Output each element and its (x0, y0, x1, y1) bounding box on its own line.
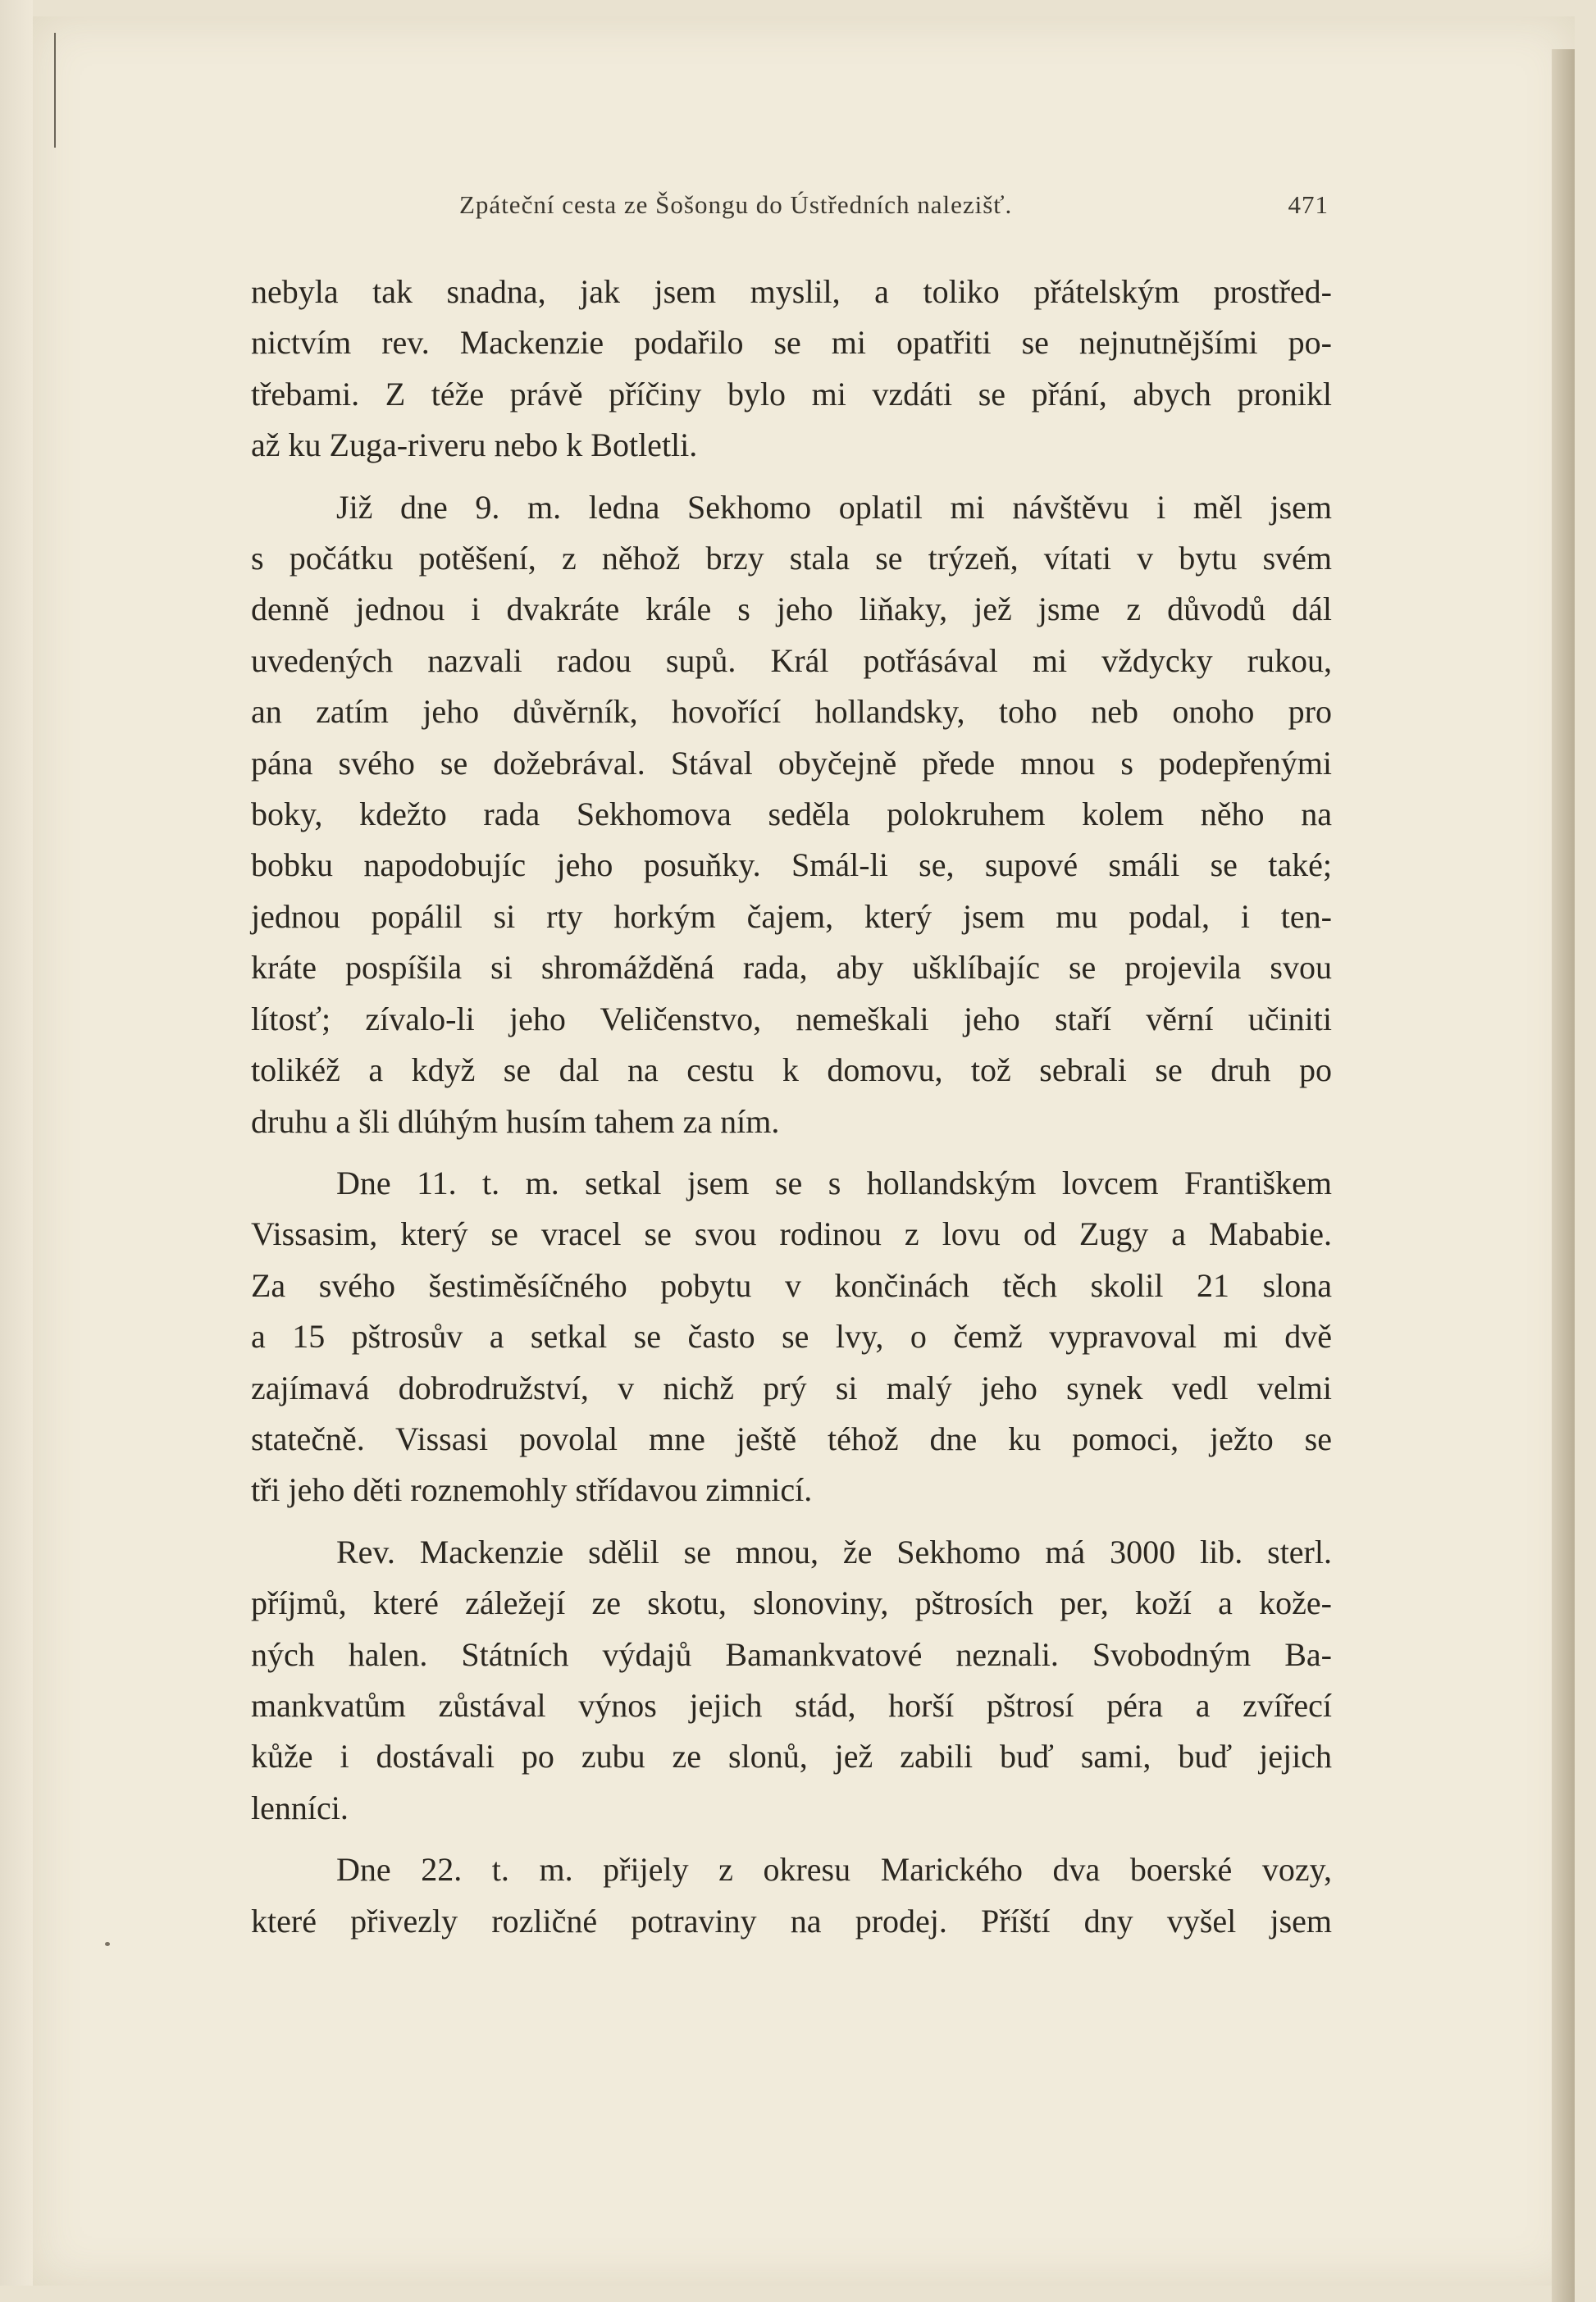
text-line: a 15 pštrosův a setkal se často se lvy, o čemž vypravoval mi dvě (251, 1318, 1332, 1356)
text-line: bobku napodobujíc jeho posuňky. Smál-li se, supové smáli se také; (251, 846, 1332, 884)
text-line: Dne 22. t. m. přijely z okresu Marického dva boerské vozy, (336, 1851, 1332, 1889)
page-edge-left (0, 0, 33, 2286)
page-number: 471 (1288, 190, 1329, 219)
paragraph (251, 1158, 1332, 1516)
text-line: mankvatům zůstával výnos jejich stád, horší pštrosí péra a zvířecí (251, 1686, 1332, 1724)
text-line: kráte pospíšila si shromážděná rada, aby ušklíbajíc se projevila svou (251, 949, 1332, 987)
text-line: tři jeho děti roznemohly střídavou zimnicí. (251, 1471, 813, 1509)
paragraph (251, 267, 1332, 472)
text-line: Dne 11. t. m. setkal jsem se s hollandským lovcem Františkem (336, 1164, 1332, 1201)
text-line: třebami. Z téže právě příčiny bylo mi vzdáti se přání, abych pronikl (251, 375, 1332, 413)
running-head-title: Zpáteční cesta ze Šošongu do Ústředních nalezišť. (459, 190, 1013, 219)
text-line: denně jednou i dvakráte krále s jeho liňaky, jež jsme z důvodů dál (251, 590, 1332, 628)
text-line: Vissasim, který se vracel se svou rodinou z lovu od Zugy a Mababie. (251, 1215, 1332, 1253)
text-line: Za svého šestiměsíčného pobytu v končinách těch skolil 21 slona (251, 1266, 1332, 1304)
text-line: druhu a šli dlúhým husím tahem za ním. (251, 1102, 780, 1140)
text-line: statečně. Vissasi povolal mne ještě téhož dne ku pomoci, ježto se (251, 1420, 1332, 1457)
paragraph (251, 482, 1332, 1147)
text-line: s počátku potěšení, z něhož brzy stala se trýzeň, vítati v bytu svém (251, 540, 1332, 577)
text-line: zajímavá dobrodružství, v nichž prý si malý jeho synek vedl velmi (251, 1369, 1332, 1406)
text-line: uvedených nazvali radou supů. Král potřásával mi vždycky rukou, (251, 641, 1332, 679)
text-line: an zatím jeho důvěrník, hovořící hollandsky, toho neb onoho pro (251, 693, 1332, 731)
text-line: pána svého se dožebrával. Stával obyčejně přede mnou s podepřenými (251, 744, 1332, 782)
text-line: jednou popálil si rty horkým čajem, který jsem mu podal, i ten- (251, 897, 1332, 935)
binding-line (54, 33, 56, 148)
ink-speck (105, 1942, 110, 1946)
text-line: boky, kdežto rada Sekhomova seděla polokruhem kolem něho na (251, 795, 1332, 833)
text-line: které přivezly rozličné potraviny na prodej. Příští dny vyšel jsem (251, 1902, 1332, 1940)
text-line: příjmů, které záležejí ze skotu, slonoviny, pštrosích per, koží a kože- (251, 1584, 1332, 1622)
text-line: Rev. Mackenzie sdělil se mnou, že Sekhomo má 3000 lib. sterl. (336, 1533, 1332, 1570)
text-line: lenníci. (251, 1789, 349, 1826)
page-edge-right (1552, 49, 1575, 2302)
running-head (254, 190, 1329, 231)
text-line: Již dne 9. m. ledna Sekhomo oplatil mi návštěvu i měl jsem (336, 488, 1332, 526)
paragraph (251, 1844, 1332, 1947)
text-line: lítosť; zívalo-li jeho Veličenstvo, nemeškali jeho staří věrní učiniti (251, 1000, 1332, 1037)
text-line: až ku Zuga-riveru nebo k Botletli. (251, 426, 698, 464)
text-line: nebyla tak snadna, jak jsem myslil, a toliko přátelským prostřed- (251, 273, 1332, 310)
body-text (251, 267, 1332, 1947)
text-line: nictvím rev. Mackenzie podařilo se mi opatřiti se nejnutnějšími po- (251, 324, 1332, 362)
text-line: ných halen. Státních výdajů Bamankvatové neznali. Svobodným Ba- (251, 1635, 1332, 1673)
paragraph (251, 1527, 1332, 1834)
text-line: tolikéž a když se dal na cestu k domovu, tož sebrali se druh po (251, 1051, 1332, 1089)
text-line: kůže i dostávali po zubu ze slonů, jež zabili buď sami, buď jejich (251, 1738, 1332, 1776)
